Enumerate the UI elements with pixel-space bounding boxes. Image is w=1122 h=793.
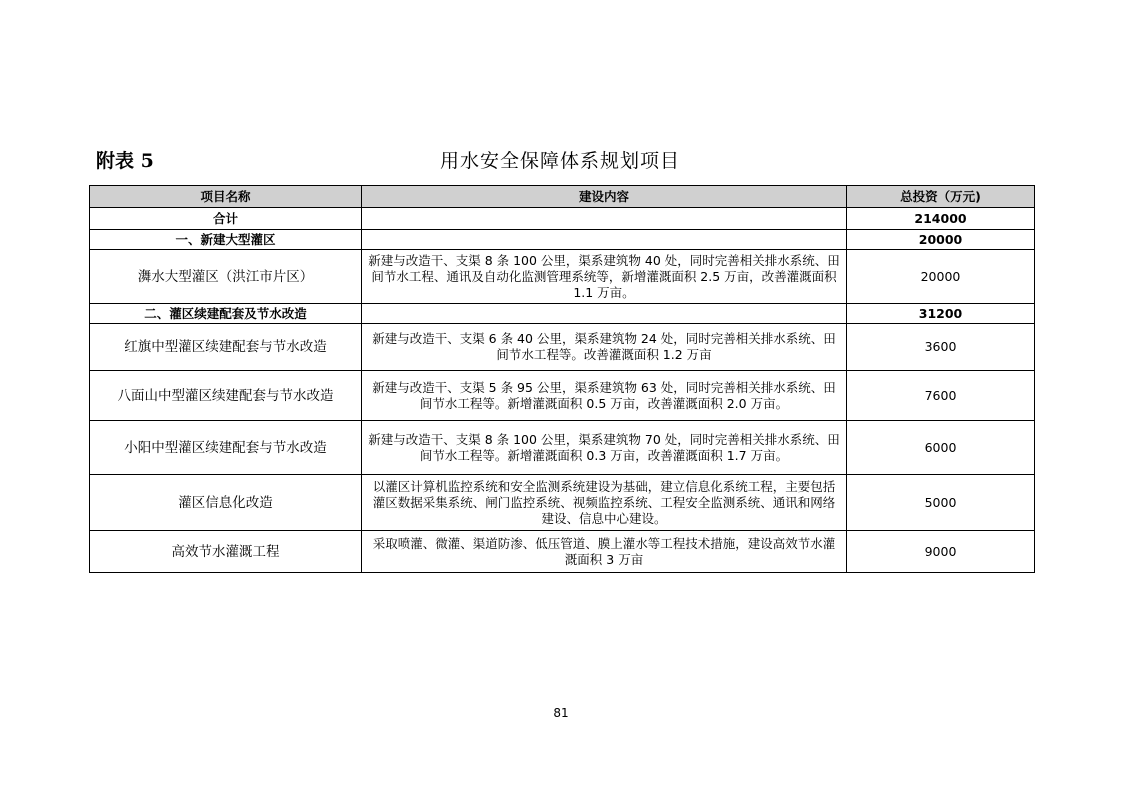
row-name: 八面山中型灌区续建配套与节水改造 [90, 371, 362, 421]
table-row [90, 475, 1035, 531]
table-row [90, 371, 1035, 421]
row-content: 采取喷灌、微灌、渠道防渗、低压管道、膜上灌水等工程技术措施，建设高效节水灌溉面积 3 万亩 [362, 531, 847, 573]
row-name: 小阳中型灌区续建配套与节水改造 [90, 421, 362, 475]
page-title: 用水安全保障体系规划项目 [439, 150, 680, 172]
appendix-label: 附表 5 [96, 150, 154, 172]
column-header-investment: 总投资（万元) [847, 186, 1035, 208]
row-content [362, 304, 847, 324]
table-row [90, 324, 1035, 371]
table-row [90, 531, 1035, 573]
row-investment: 214000 [847, 208, 1035, 230]
row-investment: 3600 [847, 324, 1035, 371]
section-row [90, 230, 1035, 250]
row-content: 以灌区计算机监控系统和安全监测系统建设为基础，建立信息化系统工程，主要包括灌区数据采集系统、闸门监控系统、视频监控系统、工程安全监测系统、通讯和网络建设、信息中心建设。 [362, 475, 847, 531]
row-content: 新建与改造干、支渠 8 条 100 公里，渠系建筑物 70 处，同时完善相关排水系统、田间节水工程等。新增灌溉面积 0.3 万亩，改善灌溉面积 1.7 万亩。 [362, 421, 847, 475]
row-name: 㵲水大型灌区（洪江市片区） [90, 250, 362, 304]
row-name: 红旗中型灌区续建配套与节水改造 [90, 324, 362, 371]
section-row [90, 304, 1035, 324]
row-name: 高效节水灌溉工程 [90, 531, 362, 573]
page-number: 81 [553, 706, 569, 720]
row-content: 新建与改造干、支渠 6 条 40 公里，渠系建筑物 24 处，同时完善相关排水系统、田间节水工程等。改善灌溉面积 1.2 万亩 [362, 324, 847, 371]
table-row [90, 421, 1035, 475]
row-content: 新建与改造干、支渠 5 条 95 公里，渠系建筑物 63 处，同时完善相关排水系统、田间节水工程等。新增灌溉面积 0.5 万亩，改善灌溉面积 2.0 万亩。 [362, 371, 847, 421]
row-content [362, 230, 847, 250]
row-investment: 7600 [847, 371, 1035, 421]
row-name: 合计 [90, 208, 362, 230]
row-investment: 9000 [847, 531, 1035, 573]
row-name: 灌区信息化改造 [90, 475, 362, 531]
table-row [90, 250, 1035, 304]
row-investment: 6000 [847, 421, 1035, 475]
row-investment: 31200 [847, 304, 1035, 324]
row-name: 一、新建大型灌区 [90, 230, 362, 250]
row-name: 二、灌区续建配套及节水改造 [90, 304, 362, 324]
column-header-name: 项目名称 [90, 186, 362, 208]
project-table [89, 185, 1035, 573]
column-header-content: 建设内容 [362, 186, 847, 208]
row-investment: 20000 [847, 230, 1035, 250]
table-header-row [90, 186, 1035, 208]
row-investment: 20000 [847, 250, 1035, 304]
row-content [362, 208, 847, 230]
row-investment: 5000 [847, 475, 1035, 531]
row-content: 新建与改造干、支渠 8 条 100 公里，渠系建筑物 40 处，同时完善相关排水系统、田间节水工程、通讯及自动化监测管理系统等，新增灌溉面积 2.5 万亩，改善灌溉面积 1.1 万亩。 [362, 250, 847, 304]
total-row [90, 208, 1035, 230]
